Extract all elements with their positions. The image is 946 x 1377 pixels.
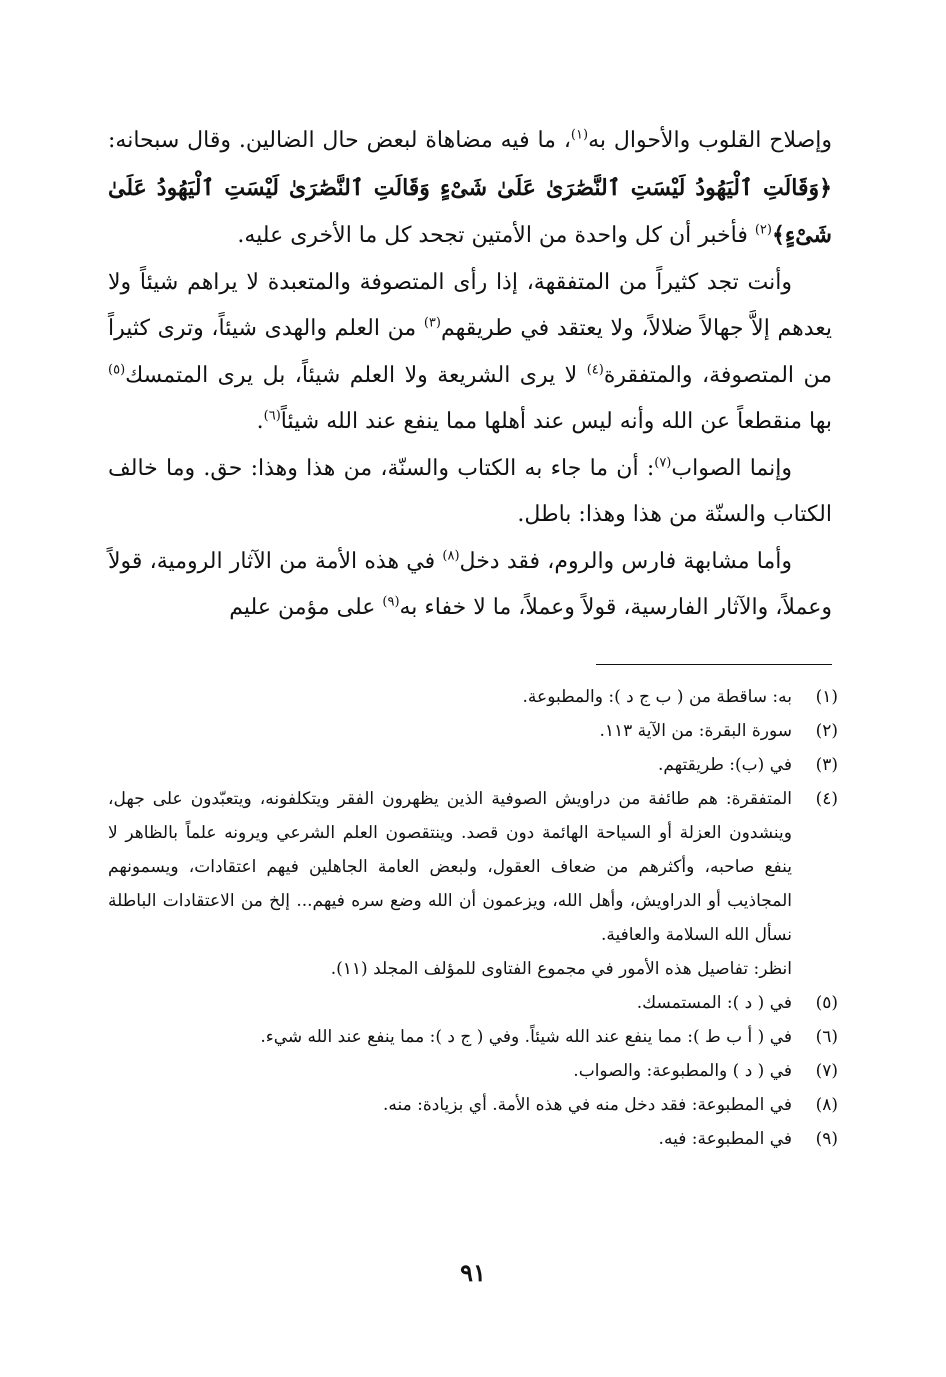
text-run: . [256, 409, 264, 434]
footnote-body [108, 782, 792, 986]
footnote [108, 680, 838, 714]
main-text [108, 118, 832, 632]
footnote-number: (٧) [815, 1061, 838, 1081]
footnote-reference-note: انظر: تفاصيل هذه الأمور في مجموع الفتاوى للمؤلف المجلد (١١). [330, 959, 792, 979]
paragraph-1 [108, 118, 832, 260]
page-number: ٩١ [460, 1258, 486, 1287]
footnote-text: المتفقرة: هم طائفة من دراويش الصوفية الذين يظهرون الفقر ويتكلفونه، ويتعبّدون على جهل، وينشدون العزلة أو السياحة الهائمة دون قصد. وينتقصون العلم الشرعي ويرونه علماً بالظاهر لا ينفع صاحبه، وأكثرهم من ضعاف العقول، ولبعض العامة الجاهلين فيهم اعتقادات، ويسمونهم المجاذيب أو الدراويش، وأهل الله، ويزعمون أن الله وضع سره فيهم... إلخ من الاعتقادات الباطلة نسأل الله السلامة والعافية. [108, 789, 792, 945]
footnote-text: في المطبوعة: فيه. [658, 1129, 792, 1149]
footnote-text: في المطبوعة: فقد دخل منه في هذه الأمة. أي بزيادة: منه. [382, 1095, 792, 1115]
footnote-ref-2: (٢) [754, 222, 772, 238]
footnote-number: (٨) [815, 1095, 838, 1115]
footnote [108, 1122, 838, 1156]
text-run: ، ما فيه مضاهاة لبعض حال الضالين. وقال سبحانه: [108, 128, 571, 153]
footnote-text: في ( د ) والمطبوعة: والصواب. [573, 1061, 792, 1081]
text-run: بها منقطعاً عن الله وأنه ليس عند أهلها مما ينفع عند الله شيئاً [280, 409, 832, 434]
quran-verse: ﴿وَقَالَتِ ٱلْيَهُودُ لَيْسَتِ ٱلنَّصَٰرَىٰ عَلَىٰ شَىْءٍ وَقَالَتِ ٱلنَّصَٰرَىٰ لَيْسَتِ ٱلْيَهُودُ عَلَىٰ شَىْءٍ﴾ [108, 174, 832, 248]
footnote-ref-5: (٥) [108, 362, 126, 378]
footnote-ref-7: (٧) [654, 455, 672, 471]
footnote [108, 782, 838, 986]
text-run: وأنت تجد كثيراً من المتفقهة، إذا رأى المتصوفة والمتعبدة لا يراهم شيئاً ولا يعدهم إلاَّ جهالاً ضلالاً، ولا يعتقد في طريقهم [108, 269, 832, 341]
footnote [108, 986, 838, 1020]
footnote [108, 1054, 838, 1088]
text-run: في هذه الأمة من الآثار الرومية، قولاً وعملاً، والآثار الفارسية، قولاً وعملاً، ما لا خفاء به [108, 548, 832, 620]
footnote [108, 714, 838, 748]
text-run: من العلم والهدى شيئاً، وترى كثيراً من المتصوفة، والمتفقرة [108, 316, 833, 388]
text-run: وإصلاح القلوب والأحوال به [588, 128, 832, 153]
footnote-text: في ( د ): المستمسك. [636, 993, 792, 1013]
footnote-text: في (ب): طريقتهم. [657, 755, 792, 775]
paragraph-2 [108, 260, 832, 446]
footnote-ref-1: (١) [570, 127, 589, 143]
footnote [108, 748, 838, 782]
text-run: وأما مشابهة فارس والروم، فقد دخل [459, 548, 792, 574]
footnote-number: (٣) [815, 755, 838, 775]
text-run: وإنما الصواب [671, 455, 792, 481]
footnote-divider [596, 664, 832, 665]
footnote-number: (٦) [815, 1027, 838, 1047]
footnote-text: به: ساقطة من ( ب ج د ): والمطبوعة. [522, 687, 792, 707]
footnote-ref-6: (٦) [263, 408, 281, 424]
text-run: على مؤمن عليم [229, 595, 383, 620]
text-run: فأخبر أن كل واحدة من الأمتين تجحد كل ما الأخرى عليه. [237, 223, 755, 248]
footnote-text: سورة البقرة: من الآية ١١٣. [599, 721, 792, 741]
footnotes [108, 680, 838, 1156]
footnote-ref-3: (٣) [423, 315, 441, 331]
footnote-ref-9: (٩) [382, 594, 400, 610]
text-run: لا يرى الشريعة ولا العلم شيئاً، بل يرى المتمسك [125, 362, 587, 388]
text-run: : أن ما جاء به الكتاب والسنّة، من هذا وهذا: حق. وما خالف الكتاب والسنّة من هذا وهذا: باطل. [108, 455, 832, 527]
footnote-number: (٥) [815, 993, 838, 1013]
footnote-number: (٤) [815, 789, 838, 809]
paragraph-3 [108, 446, 832, 539]
footnote-number: (٩) [815, 1129, 838, 1149]
footnote-number: (١) [815, 687, 838, 707]
footnote-ref-8: (٨) [442, 548, 460, 564]
footnote-number: (٢) [815, 721, 838, 741]
footnote-ref-4: (٤) [586, 362, 604, 378]
footnote [108, 1088, 838, 1122]
paragraph-4 [108, 539, 832, 632]
footnote-text: في ( أ ب ط ): مما ينفع عند الله شيئاً. وفي ( ج د ): مما ينفع عند الله شيء. [260, 1027, 792, 1047]
footnote [108, 1020, 838, 1054]
